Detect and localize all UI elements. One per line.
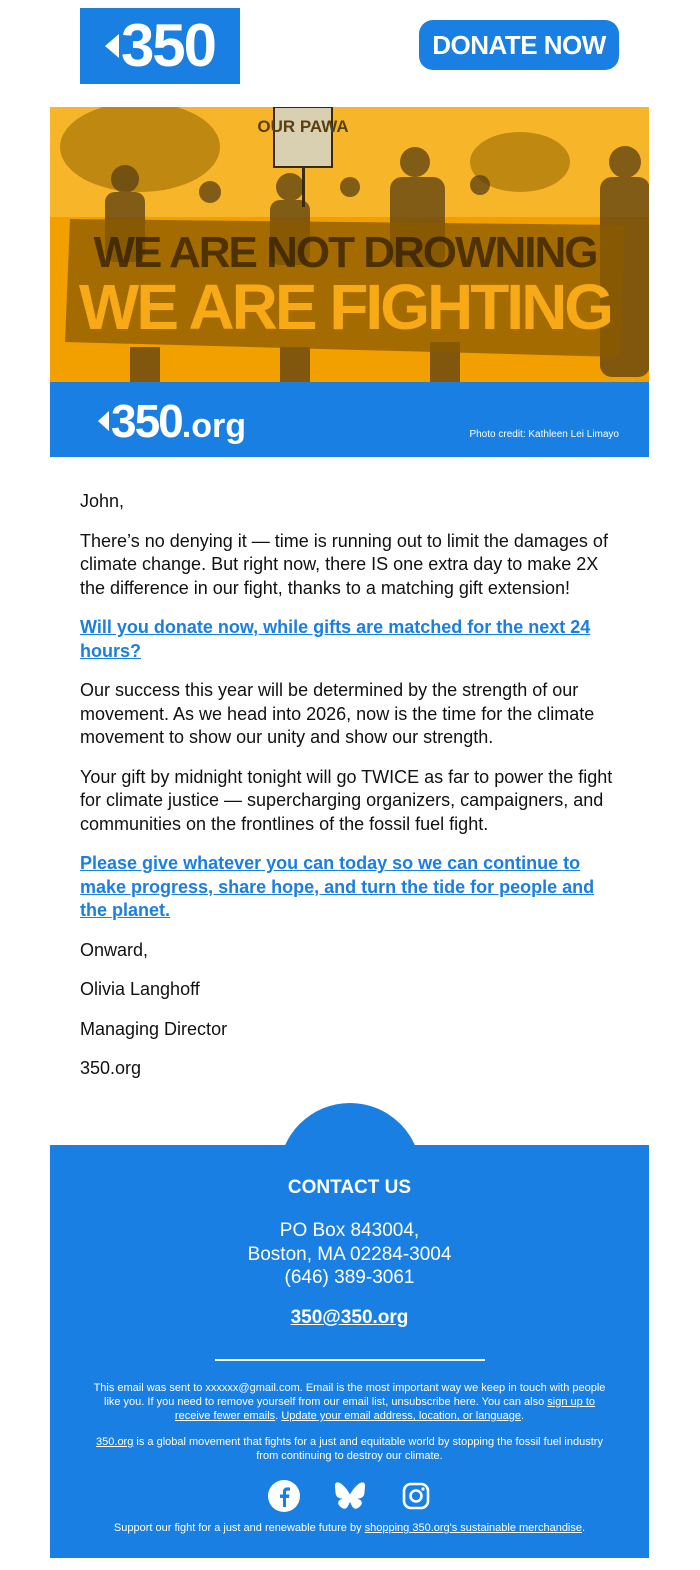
photo-credit-bar: [50, 382, 649, 457]
donate-link-1[interactable]: Will you donate now, while gifts are matched for the next 24 hours?: [80, 617, 591, 661]
paragraph-3: Your gift by midnight tonight will go TWICE as far to power the fight for climate justice — supercharging organizers, campaigners, and communities on the frontlines of the fossil fuel fight.: [80, 766, 613, 834]
logo-main-text: 350: [111, 395, 182, 447]
signature-name: Olivia Langhoff: [80, 979, 200, 999]
350-org-logo: [98, 394, 246, 448]
instagram-icon[interactable]: [397, 1479, 435, 1513]
signoff: Onward,: [80, 939, 149, 960]
mission-text: [88, 1435, 611, 1463]
hero-photo: [50, 107, 649, 382]
sign-text: OUR PAWA: [257, 117, 349, 136]
photo-credit: Photo credit: Kathleen Lei Limayo: [469, 429, 619, 440]
legal-copy: This email was sent to xxxxxx@gmail.com. Email is the most important way we keep in touch with people like you. If you need to remove yourself from our email list, unsubscribe here. You can also: [93, 1382, 606, 1408]
donate-link-2[interactable]: Please give whatever you can today so we can continue to make progress, share hope, and turn the tide for people and the planet.: [80, 853, 595, 920]
facebook-icon[interactable]: [265, 1479, 303, 1513]
contact-email-link[interactable]: 350@350.org: [290, 1307, 409, 1328]
address-line-2: Boston, MA 02284-3004: [247, 1243, 452, 1265]
logo-suffix-text: .org: [181, 406, 246, 445]
banner-line-2: WE ARE FIGHTING: [78, 271, 612, 343]
logo-text: 350: [120, 12, 216, 79]
hero-image: [50, 107, 649, 382]
legal-text: This email was sent to xxxxxx@gmail.com. Email is the most important way we keep in touch with people like you. If you need to remove yourself from our email list, unsubscribe here. You can also sign up to receive fewer emails. Update your email address, location, or language.: [93, 1382, 606, 1422]
350-org-link[interactable]: 350.org: [96, 1436, 134, 1448]
divider: [215, 1359, 485, 1361]
bluesky-icon[interactable]: [331, 1479, 369, 1513]
logo[interactable]: [80, 8, 240, 84]
contact-title: CONTACT US: [287, 1177, 412, 1198]
greeting: John,: [80, 491, 125, 511]
mission-copy: is a global movement that fights for a just and equitable world by stopping the fossil fuel industry from continuing to destroy our climate.: [136, 1436, 603, 1462]
banner-line-1: WE ARE NOT DROWNING: [93, 228, 597, 277]
update-info-link[interactable]: Update your email address, location, or language: [281, 1410, 522, 1422]
paragraph-1: There’s no denying it — time is running out to limit the damages of climate change. But right now, there IS one extra day to make 2X the difference in our fight, thanks to a matching gift extension!: [80, 530, 608, 598]
signature-title: Managing Director: [80, 1018, 228, 1039]
address-line-1: PO Box 843004,: [279, 1220, 420, 1241]
support-copy: Support our fight for a just and renewable future by: [113, 1522, 362, 1534]
logo-arrow-icon: [105, 34, 119, 58]
email-body: [80, 490, 625, 1097]
signature-org: 350.org: [80, 1058, 142, 1078]
contact-address: [50, 1219, 649, 1290]
social-links: [50, 1479, 649, 1513]
logo-arrow-icon: [98, 411, 109, 431]
paragraph-2: Our success this year will be determined by the strength of our movement. As we head into 2026, now is the time for the climate movement to show our unity and show our strength.: [80, 680, 595, 747]
support-text: Support our fight for a just and renewable future by shopping 350.org's sustainable merchandise.: [113, 1522, 586, 1534]
phone-number: (646) 389-3061: [284, 1267, 415, 1288]
merchandise-link[interactable]: shopping 350.org's sustainable merchandise: [364, 1522, 582, 1534]
footer: [50, 1145, 649, 1558]
fewer-emails-link[interactable]: sign up to receive fewer emails: [174, 1396, 595, 1422]
donate-now-button[interactable]: DONATE NOW: [419, 20, 619, 70]
